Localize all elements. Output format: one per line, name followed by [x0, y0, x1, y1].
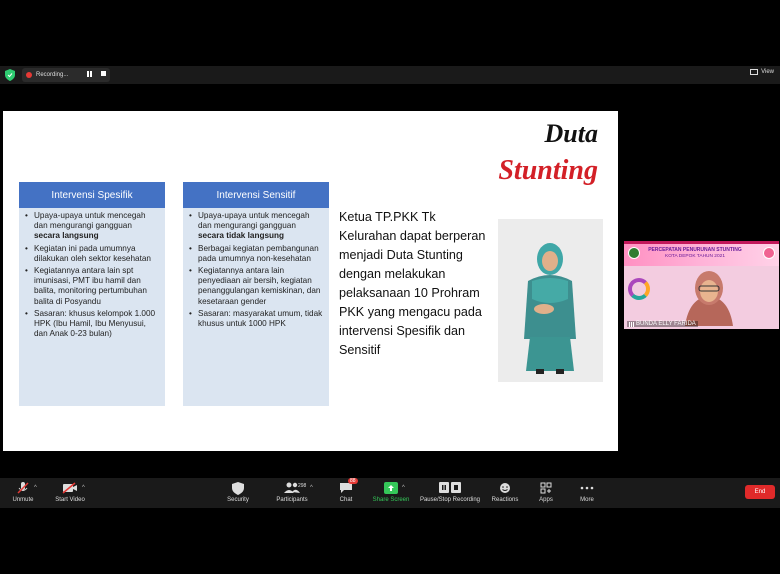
chevron-up-icon[interactable]: ^ [402, 485, 405, 491]
slide-title-line2: Stunting [498, 155, 598, 186]
share-screen-label: Share Screen [372, 497, 410, 503]
speaker-photo [498, 219, 603, 382]
participants-label: Participants [276, 497, 308, 503]
more-button[interactable] [559, 481, 615, 503]
participants-count: 298 [298, 483, 307, 489]
stunting-logo-icon [763, 247, 775, 259]
bullet-item [189, 309, 323, 329]
bullet-text: Kegiatan ini pada umumnya dilakukan oleh sektor kesehatan [34, 243, 151, 263]
slide-content [3, 111, 618, 451]
participant-video-thumbnail[interactable] [624, 241, 779, 329]
bullet-text: Berbagai kegiatan pembangunan pada umumnya non-kesehatan [198, 243, 319, 263]
reactions-label: Reactions [491, 497, 519, 503]
security-button[interactable] [210, 481, 266, 503]
video-off-icon [62, 482, 78, 494]
bullet-item [189, 244, 323, 264]
banner-line2: KOTA DEPOK TAHUN 2021 [665, 254, 725, 259]
chevron-up-icon[interactable]: ^ [310, 485, 313, 491]
audio-level-icon [629, 322, 634, 327]
recording-label: Recording... [36, 72, 69, 78]
bullet-item [25, 309, 159, 340]
bullet-text: Upaya-upaya untuk mencegah dan mengurangi gangguan [198, 211, 310, 231]
shield-icon [232, 482, 244, 495]
slide-description: Ketua TP.PKK Tk Kelurahan dapat berperan menjadi Duta Stunting dengan melakukan pelaksanaan 10 Prohram PKK yang mengacu pada intervensi Spesifik dan Sensitif [339, 210, 486, 357]
bullet-bold-text: secara langsung [34, 231, 99, 241]
end-meeting-button[interactable]: End [745, 485, 775, 499]
participant-name: BUNDA ELLY FARIDA [636, 321, 696, 327]
view-label: View [761, 69, 774, 75]
bullet-text: Upaya-upaya untuk mencegah dan mengurangi gangguan [34, 211, 146, 231]
bullet-text: Kegiatannya antara lain spt imunisasi, PMT ibu hamil dan balita, monitoring pertumbuhan balita di Posyandu [34, 266, 147, 306]
smiley-plus-icon [499, 482, 511, 494]
banner-line1: PERCEPATAN PENURUNAN STUNTING [648, 247, 742, 253]
recording-indicator [22, 68, 110, 82]
participant-name-tag [627, 321, 698, 327]
box-header: Intervensi Spesifik [19, 182, 165, 208]
participant-face-image [679, 268, 739, 326]
bullet-item [189, 266, 323, 307]
bullet-text: Kegiatannya antara lain penyediaan air bersih, kegiatan penanggulangan kemiskinan, dan kesetaraan gender [198, 266, 321, 306]
box-intervensi-sensitif [183, 182, 329, 406]
decorative-ring-icon [628, 278, 650, 300]
slide-title-line1: Duta [544, 119, 598, 148]
security-label: Security [227, 497, 249, 503]
bullet-item [25, 244, 159, 264]
bullet-item [25, 266, 159, 307]
chat-badge: 88 [350, 478, 356, 484]
woman-figure-image [498, 219, 603, 382]
top-bar [0, 66, 780, 84]
unmute-label: Unmute [12, 497, 34, 503]
chevron-up-icon[interactable]: ^ [34, 485, 37, 491]
box-intervensi-spesifik [19, 182, 165, 406]
thumbnail-banner [624, 244, 779, 266]
microphone-muted-icon [16, 481, 30, 495]
more-dots-icon [580, 486, 594, 490]
record-label: Pause/Stop Recording [419, 497, 481, 503]
shared-screen [3, 93, 618, 458]
pause-stop-recording-icon [439, 482, 461, 494]
share-screen-icon [384, 482, 398, 494]
bullet-item [25, 211, 159, 242]
stop-recording-icon[interactable] [101, 71, 106, 76]
apps-label: Apps [539, 497, 553, 503]
view-grid-icon [750, 69, 758, 75]
chat-label: Chat [339, 497, 353, 503]
apps-icon [540, 482, 552, 494]
chevron-up-icon[interactable]: ^ [82, 485, 85, 491]
depok-logo-icon [628, 247, 640, 259]
start-video-label: Start Video [55, 497, 85, 503]
bullet-text: Sasaran: masyarakat umum, tidak khusus untuk 1000 HPK [198, 308, 323, 329]
security-shield-icon[interactable] [5, 69, 15, 81]
bullet-bold-text: secara tidak langsung [198, 231, 285, 241]
box-list [183, 208, 329, 335]
bullet-item [189, 211, 323, 242]
share-screen-button[interactable] [363, 481, 419, 503]
bullet-text: Sasaran: khusus kelompok 1.000 HPK (Ibu Hamil, Ibu Menyusui, dan Anak 0-23 bulan) [34, 308, 156, 339]
pause-recording-icon[interactable] [87, 71, 93, 77]
participants-button[interactable] [264, 481, 320, 503]
recording-dot-icon [26, 72, 32, 78]
pause-stop-recording-button[interactable] [418, 481, 482, 503]
box-header: Intervensi Sensitif [183, 182, 329, 208]
view-button[interactable] [750, 69, 774, 75]
box-list [19, 208, 165, 345]
meeting-toolbar [0, 478, 780, 508]
more-label: More [580, 497, 594, 503]
start-video-button[interactable] [42, 481, 98, 503]
